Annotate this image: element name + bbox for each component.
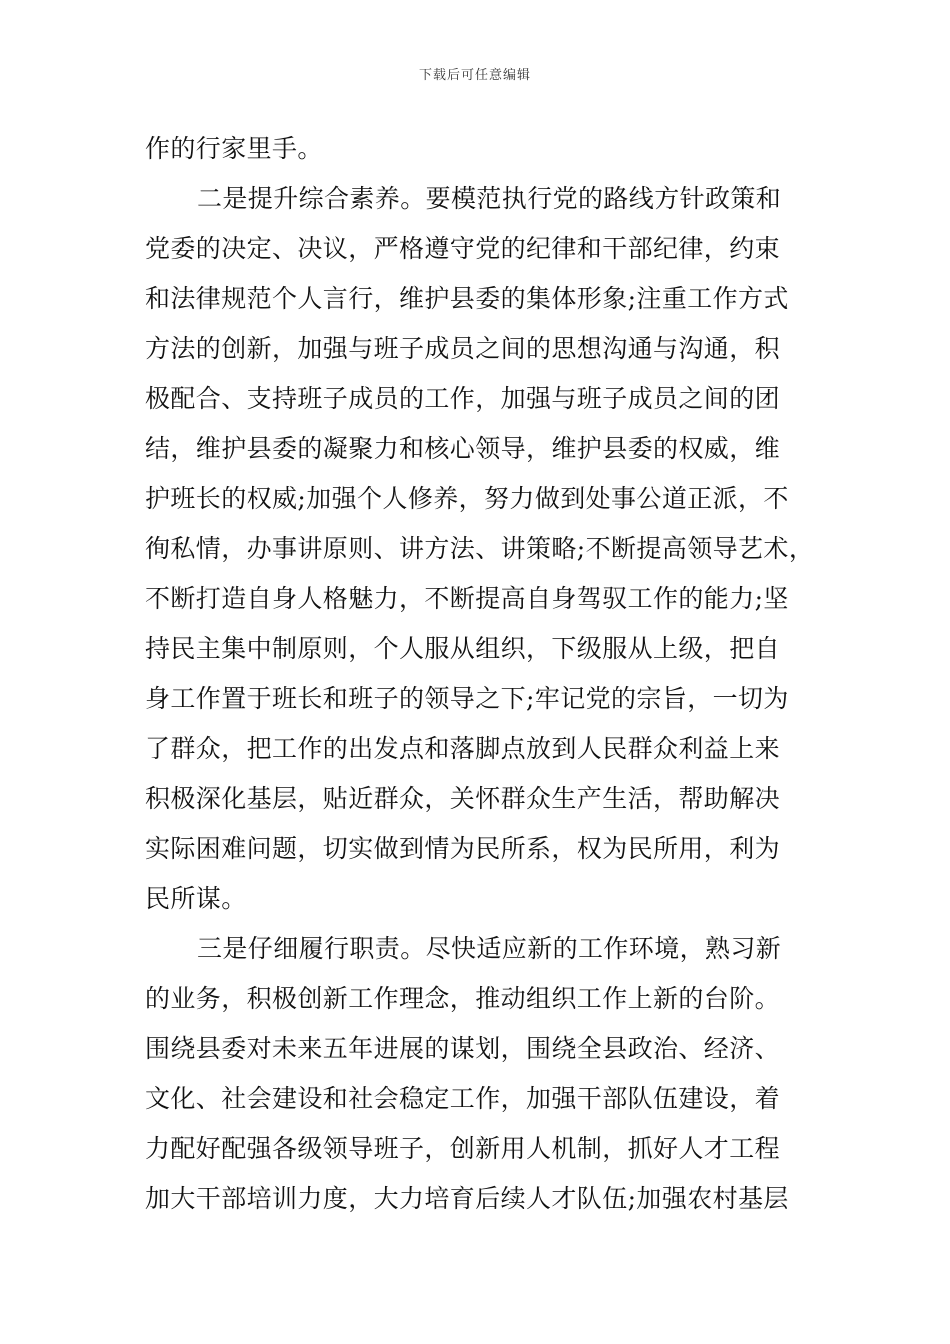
text-line: 徇私情，办事讲原则、讲方法、讲策略;不断提高领导艺术，	[145, 534, 815, 563]
text-line: 加大干部培训力度，大力培育后续人才队伍;加强农村基层	[145, 1184, 789, 1213]
text-line: 了群众，把工作的出发点和落脚点放到人民群众利益上来	[145, 734, 781, 763]
text-line: 党委的决定、决议，严格遵守党的纪律和干部纪律，约束	[145, 234, 781, 263]
text-line: 持民主集中制原则，个人服从组织，下级服从上级，把自	[145, 634, 781, 663]
text-line: 实际困难问题，切实做到情为民所系，权为民所用，利为	[145, 834, 781, 863]
text-line: 力配好配强各级领导班子，创新用人机制，抓好人才工程	[145, 1134, 781, 1163]
text-line: 的业务，积极创新工作理念，推动组织工作上新的台阶。	[145, 984, 781, 1013]
text-line: 身工作置于班长和班子的领导之下;牢记党的宗旨，一切为	[145, 684, 789, 713]
text-line: 不断打造自身人格魅力，不断提高自身驾驭工作的能力;坚	[145, 584, 789, 613]
text-line: 围绕县委对未来五年进展的谋划，围绕全县政治、经济、	[145, 1034, 781, 1063]
page-header-note: 下载后可任意编辑	[418, 68, 531, 83]
text-line: 结，维护县委的凝聚力和核心领导，维护县委的权威，维	[145, 434, 781, 463]
document-body	[145, 124, 815, 1224]
text-line: 和法律规范个人言行，维护县委的集体形象;注重工作方式	[145, 284, 789, 313]
text-line: 方法的创新，加强与班子成员之间的思想沟通与沟通，积	[145, 334, 781, 363]
text-line: 文化、社会建设和社会稳定工作，加强干部队伍建设，着	[145, 1084, 781, 1113]
text-line: 民所谋。	[145, 884, 247, 913]
text-line: 护班长的权威;加强个人修养，努力做到处事公道正派，不	[145, 484, 789, 513]
text-line: 积极深化基层，贴近群众，关怀群众生产生活，帮助解决	[145, 784, 781, 813]
paragraph-start-line: 三是仔细履行职责。尽快适应新的工作环境，熟习新	[197, 934, 782, 963]
text-line: 极配合、支持班子成员的工作，加强与班子成员之间的团	[145, 384, 781, 413]
paragraph-start-line: 二是提升综合素养。要模范执行党的路线方针政策和	[197, 184, 782, 213]
text-line: 作的行家里手。	[145, 134, 323, 163]
